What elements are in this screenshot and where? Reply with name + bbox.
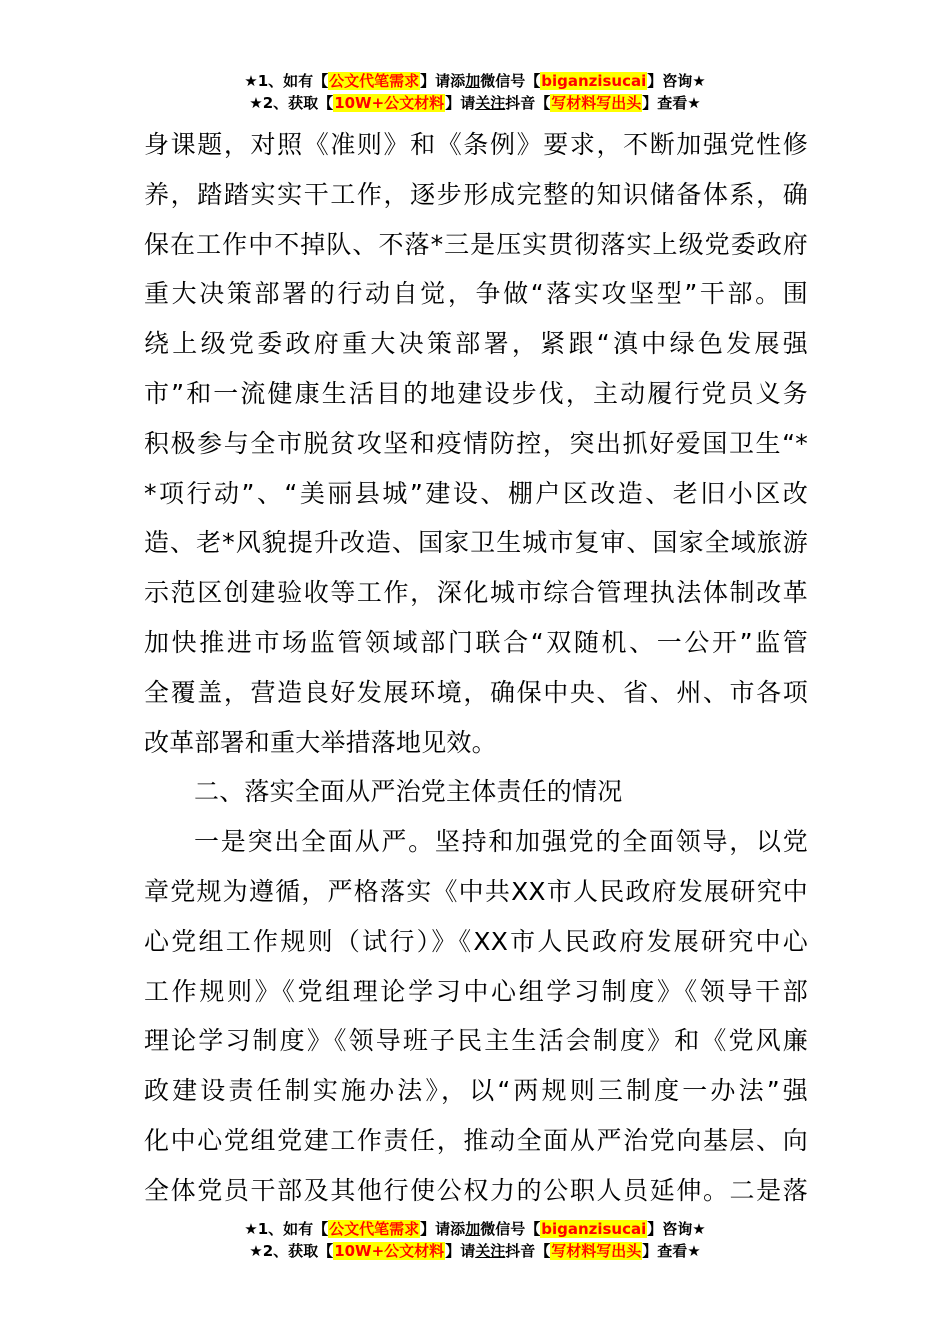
body-text-line: 市”和一流健康生活目的地建设步伐，主动履行党员义务 <box>144 378 808 408</box>
section-heading: 二、落实全面从严治党主体责任的情况 <box>194 777 623 807</box>
body-text-line: 全体党员干部及其他行使公权力的公职人员延伸。二是落 <box>144 1175 808 1205</box>
body-text-line: 造、老*风貌提升改造、国家卫生城市复审、国家全域旅游 <box>144 528 808 558</box>
body-text-line: 心党组工作规则（试行）》《XX市人民政府发展研究中心 <box>144 926 808 956</box>
highlight-text: biganzisucai <box>541 1220 647 1238</box>
banner-line-1: ★1、如有【公文代笔需求】请添加微信号【biganzisucai】咨询★ <box>244 72 706 90</box>
body-text-line: 政建设责任制实施办法》，以“两规则三制度一办法”强 <box>144 1076 808 1106</box>
body-text-line: 章党规为遵循，严格落实《中共XX市人民政府发展研究中 <box>144 876 808 906</box>
body-text-line: 全覆盖，营造良好发展环境，确保中央、省、州、市各项 <box>144 677 808 707</box>
body-text-line: *项行动”、“美丽县城”建设、棚户区改造、老旧小区改 <box>144 478 808 508</box>
highlight-text: 写材料写出头 <box>551 94 642 112</box>
footer-banner <box>0 1218 950 1262</box>
highlight-text: 公文代笔需求 <box>329 72 420 90</box>
highlight-text: 公文代笔需求 <box>329 1220 420 1238</box>
body-text-line: 身课题，对照《准则》和《条例》要求，不断加强党性修 <box>144 130 808 159</box>
banner-line-2: ★2、获取【10W+公文材料】请关注抖音【写材料写出头】查看★ <box>249 1242 701 1260</box>
body-text-line: 一是突出全面从严。坚持和加强党的全面领导，以党 <box>194 827 808 857</box>
body-text-line: 绕上级党委政府重大决策部署，紧跟“滇中绿色发展强 <box>144 329 808 359</box>
body-text-line: 积极参与全市脱贫攻坚和疫情防控，突出抓好爱国卫生“* <box>144 428 808 458</box>
highlight-text: 写材料写出头 <box>551 1242 642 1260</box>
body-text-line: 理论学习制度》《领导班子民主生活会制度》和《党风廉 <box>144 1026 808 1056</box>
body-text-line: 改革部署和重大举措落地见效。 <box>144 727 497 757</box>
body-text-line: 保在工作中不掉队、不落*三是压实贯彻落实上级党委政府 <box>144 229 808 259</box>
banner-line-1: ★1、如有【公文代笔需求】请添加微信号【biganzisucai】咨询★ <box>244 1220 706 1238</box>
body-text-line: 化中心党组党建工作责任，推动全面从严治党向基层、向 <box>144 1125 808 1155</box>
body-text-line: 加快推进市场监管领域部门联合“双随机、一公开”监管 <box>144 627 808 657</box>
body-text-line: 重大决策部署的行动自觉，争做“落实攻坚型”干部。围 <box>144 279 808 309</box>
body-text-line: 示范区创建验收等工作，深化城市综合管理执法体制改革 <box>144 578 808 608</box>
body-text-line: 工作规则》《党组理论学习中心组学习制度》《领导干部 <box>144 976 808 1006</box>
highlight-text: 10W+公文材料 <box>334 94 445 112</box>
header-banner <box>0 70 950 114</box>
document-body <box>144 120 808 1216</box>
highlight-text: biganzisucai <box>541 72 647 90</box>
highlight-text: 10W+公文材料 <box>334 1242 445 1260</box>
banner-line-2: ★2、获取【10W+公文材料】请关注抖音【写材料写出头】查看★ <box>249 94 701 112</box>
body-text-line: 养，踏踏实实干工作，逐步形成完整的知识储备体系，确 <box>144 179 808 209</box>
